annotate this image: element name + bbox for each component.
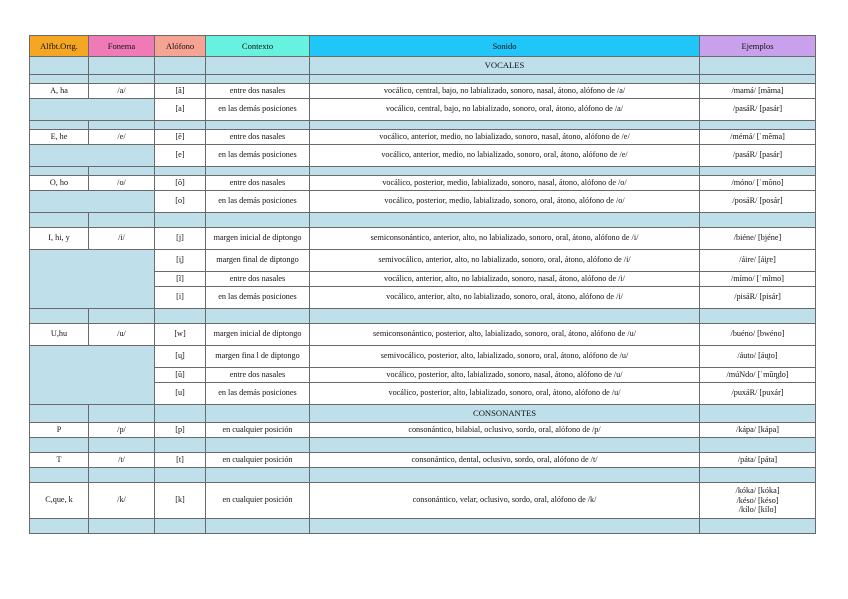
contexto-cell: en cualquier posición: [206, 483, 310, 519]
contexto-cell: en las demás posiciones: [206, 191, 310, 213]
contexto-cell: en las demás posiciones: [206, 145, 310, 167]
header-alfabeto: Alfbt.Ortg.: [30, 36, 89, 57]
ejemplo-cell: /posáR/ [posár]: [700, 191, 816, 213]
contexto-cell: en las demás posiciones: [206, 287, 310, 309]
ejemplo-cell: /mémá/ [ˈmẽma]: [700, 130, 816, 145]
separator-row: [30, 167, 816, 176]
sonido-cell: consonántico, bilabial, oclusivo, sordo, oral, alófono de /p/: [310, 423, 700, 438]
table-row: [30, 130, 816, 145]
empty-cell: [30, 346, 155, 405]
fonema-cell: /o/: [89, 176, 155, 191]
alofono-cell: [j]: [155, 228, 206, 250]
ejemplo-line: /kílo/ [kílo]: [738, 505, 777, 515]
sonido-cell: vocálico, central, bajo, no labializado, sonoro, oral, átono, alófono de /a/: [310, 99, 700, 121]
header-fonema: Fonema: [89, 36, 155, 57]
phonetic-table: [29, 35, 816, 534]
contexto-cell: margen final de diptongo: [206, 250, 310, 272]
table-row: [30, 191, 816, 213]
section-title-consonantes: CONSONANTES: [310, 405, 700, 423]
empty-cell: [30, 191, 155, 213]
ejemplo-cell: /móno/ [ˈmõno]: [700, 176, 816, 191]
sonido-cell: vocálico, posterior, alto, labializado, sonoro, nasal, átono, alófono de /u/: [310, 368, 700, 383]
contexto-cell: margen inicial de diptongo: [206, 324, 310, 346]
alofono-cell: [i̯]: [155, 250, 206, 272]
ejemplo-cell: /áire/ [ái̯re]: [700, 250, 816, 272]
contexto-cell: en cualquier posición: [206, 453, 310, 468]
header-ejemplos: Ejemplos: [700, 36, 816, 57]
sonido-cell: vocálico, anterior, medio, no labializado, sonoro, nasal, átono, alófono de /e/: [310, 130, 700, 145]
alofono-cell: [ẽ]: [155, 130, 206, 145]
ejemplo-cell: /pasáR/ [pasár]: [700, 99, 816, 121]
ejemplo-cell: /buéno/ [bwéno]: [700, 324, 816, 346]
grafia-cell: P: [30, 423, 89, 438]
sonido-cell: semiconsonántico, posterior, alto, labializado, sonoro, oral, átono, alófono de /u/: [310, 324, 700, 346]
ejemplo-cell: /mamá/ [mãma]: [700, 84, 816, 99]
alofono-cell: [e]: [155, 145, 206, 167]
contexto-cell: en cualquier posición: [206, 423, 310, 438]
ejemplo-cell: /puxáR/ [puxár]: [700, 383, 816, 405]
grafia-cell: U,hu: [30, 324, 89, 346]
table-row: [30, 483, 816, 519]
fonema-cell: /e/: [89, 130, 155, 145]
alofono-cell: [a]: [155, 99, 206, 121]
ejemplo-cell: /mímo/ [ˈmĩmo]: [700, 272, 816, 287]
sonido-cell: semivocálico, anterior, alto, no labializado, sonoro, oral, átono, alófono de /i/: [310, 250, 700, 272]
table-row: [30, 250, 816, 272]
ejemplo-cell: [700, 483, 816, 519]
contexto-cell: entre dos nasales: [206, 130, 310, 145]
separator-row: [30, 75, 816, 84]
grafia-cell: E, he: [30, 130, 89, 145]
alofono-cell: [t]: [155, 453, 206, 468]
sonido-cell: vocálico, posterior, medio, labializado, sonoro, oral, átono, alófono de /o/: [310, 191, 700, 213]
sonido-cell: vocálico, central, bajo, no labializado, sonoro, nasal, átono, alófono de /a/: [310, 84, 700, 99]
alofono-cell: [õ]: [155, 176, 206, 191]
table-row: [30, 176, 816, 191]
table-row: [30, 423, 816, 438]
contexto-cell: entre dos nasales: [206, 176, 310, 191]
table-row: [30, 324, 816, 346]
fonema-cell: /a/: [89, 84, 155, 99]
sonido-cell: consonántico, dental, oclusivo, sordo, oral, alófono de /t/: [310, 453, 700, 468]
separator-row: [30, 468, 816, 483]
sonido-cell: vocálico, posterior, medio, labializado, sonoro, nasal, átono, alófono de /o/: [310, 176, 700, 191]
sonido-cell: semivocálico, posterior, alto, labializado, sonoro, oral, átono, alófono de /u/: [310, 346, 700, 368]
section-row-consonantes: [30, 405, 816, 423]
fonema-cell: /k/: [89, 483, 155, 519]
alofono-cell: [ã]: [155, 84, 206, 99]
section-title-vocales: VOCALES: [310, 57, 700, 75]
empty-cell: [30, 145, 155, 167]
sonido-cell: vocálico, anterior, alto, no labializado, sonoro, nasal, átono, alófono de /i/: [310, 272, 700, 287]
sonido-cell: vocálico, anterior, medio, no labializado, sonoro, oral, átono, alófono de /e/: [310, 145, 700, 167]
alofono-cell: [p]: [155, 423, 206, 438]
ejemplo-cell: /múNdo/ [ˈmũn̪do]: [700, 368, 816, 383]
ejemplo-cell: /páta/ [páta]: [700, 453, 816, 468]
fonema-cell: /p/: [89, 423, 155, 438]
empty-cell: [30, 99, 155, 121]
sonido-cell: vocálico, anterior, alto, no labializado, sonoro, oral, átono, alófono de /i/: [310, 287, 700, 309]
fonema-cell: /t/: [89, 453, 155, 468]
grafia-cell: C,que, k: [30, 483, 89, 519]
alofono-cell: [k]: [155, 483, 206, 519]
header-row: [30, 36, 816, 57]
grafia-cell: A, ha: [30, 84, 89, 99]
sonido-cell: semiconsonántico, anterior, alto, no labializado, sonoro, oral, átono, alófono de /i/: [310, 228, 700, 250]
contexto-cell: entre dos nasales: [206, 368, 310, 383]
alofono-cell: [u̯]: [155, 346, 206, 368]
table-row: [30, 145, 816, 167]
contexto-cell: en las demás posiciones: [206, 99, 310, 121]
table-row: [30, 453, 816, 468]
contexto-cell: en las demás posiciones: [206, 383, 310, 405]
header-contexto: Contexto: [206, 36, 310, 57]
contexto-cell: entre dos nasales: [206, 272, 310, 287]
contexto-cell: margen fina l de diptongo: [206, 346, 310, 368]
separator-row: [30, 213, 816, 228]
ejemplo-cell: /pisáR/ [pisár]: [700, 287, 816, 309]
contexto-cell: margen inicial de diptongo: [206, 228, 310, 250]
ejemplo-line: /késo/ [késo]: [736, 495, 779, 505]
alofono-cell: [w]: [155, 324, 206, 346]
fonema-cell: /i/: [89, 228, 155, 250]
ejemplo-cell: /pasáR/ [pasár]: [700, 145, 816, 167]
table-row: [30, 228, 816, 250]
separator-row: [30, 519, 816, 534]
alofono-cell: [ĩ]: [155, 272, 206, 287]
ejemplo-cell: /biéne/ [bjéne]: [700, 228, 816, 250]
section-row-vocales: [30, 57, 816, 75]
ejemplo-cell: /kápa/ [kápa]: [700, 423, 816, 438]
grafia-cell: T: [30, 453, 89, 468]
separator-row: [30, 121, 816, 130]
alofono-cell: [ũ]: [155, 368, 206, 383]
grafia-cell: I, hi, y: [30, 228, 89, 250]
ejemplo-line: /kóka/ [kóka]: [735, 486, 780, 496]
separator-row: [30, 309, 816, 324]
table-row: [30, 99, 816, 121]
header-alofono: Alófono: [155, 36, 206, 57]
alofono-cell: [u]: [155, 383, 206, 405]
grafia-cell: O, ho: [30, 176, 89, 191]
alofono-cell: [i]: [155, 287, 206, 309]
table-row: [30, 84, 816, 99]
fonema-cell: /u/: [89, 324, 155, 346]
alofono-cell: [o]: [155, 191, 206, 213]
sonido-cell: consonántico, velar, oclusivo, sordo, oral, alófono de /k/: [310, 483, 700, 519]
sonido-cell: vocálico, posterior, alto, labializado, sonoro, oral, átono, alófono de /u/: [310, 383, 700, 405]
table-row: [30, 346, 816, 368]
contexto-cell: entre dos nasales: [206, 84, 310, 99]
ejemplo-cell: /áuto/ [áu̯to]: [700, 346, 816, 368]
separator-row: [30, 438, 816, 453]
header-sonido: Sonido: [310, 36, 700, 57]
empty-cell: [30, 250, 155, 309]
